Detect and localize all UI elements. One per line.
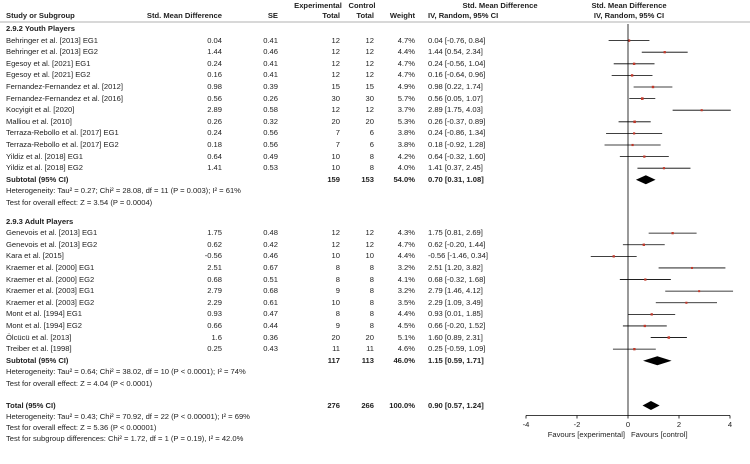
study-total-c: 30	[365, 93, 374, 103]
study-total-e: 12	[331, 228, 340, 238]
study-ci: 1.60 [0.89, 2.31]	[428, 332, 483, 342]
study-total-c: 12	[365, 105, 374, 115]
study-total-c: 12	[365, 47, 374, 57]
study-smd: 0.18	[207, 140, 222, 149]
study-point	[631, 74, 633, 76]
subtotal-diamond	[636, 175, 656, 184]
study-name: Kraemer et al. [2000] EG1	[6, 262, 95, 272]
favours-experimental-label: Favours [experimental]	[547, 429, 625, 439]
overall-effect-text: Test for overall effect: Z = 4.04 (P < 0.0001)	[6, 378, 153, 388]
study-name: Kraemer et al. [2003] EG1	[6, 286, 95, 296]
study-se: 0.49	[263, 151, 278, 161]
study-smd: 2.79	[207, 286, 222, 296]
study-point	[663, 167, 665, 169]
subtotal-diamond	[643, 356, 672, 365]
study-name: Malliou et al. [2010]	[6, 116, 72, 126]
study-smd: 0.66	[207, 320, 222, 330]
total-label: Total (95% CI)	[6, 400, 56, 410]
study-smd: 0.04	[207, 35, 222, 45]
study-point	[643, 244, 645, 246]
subtotal-weight: 54.0%	[393, 174, 415, 184]
study-se: 0.47	[263, 309, 278, 319]
study-total-e: 15	[331, 82, 340, 91]
study-smd: 0.16	[207, 70, 222, 80]
study-se: 0.32	[263, 116, 278, 126]
study-total-c: 6	[369, 140, 374, 149]
study-name: Fernandez-Fernandez et al. [2012]	[6, 82, 123, 91]
study-point	[633, 348, 635, 350]
study-name: Terraza-Rebollo et al. [2017] EG2	[6, 140, 119, 149]
header-total-c: Total	[356, 11, 374, 20]
footer-line: Test for subgroup differences: Chi² = 1.72, df = 1 (P = 0.19), I² = 42.0%	[6, 434, 244, 444]
study-se: 0.41	[263, 58, 278, 68]
study-total-e: 7	[335, 140, 340, 149]
header-ci: IV, Random, 95% CI	[428, 11, 499, 20]
study-weight: 5.3%	[397, 116, 415, 126]
study-ci: 1.44 [0.54, 2.34]	[428, 47, 483, 57]
study-smd: 0.24	[207, 128, 222, 138]
study-ci: 0.24 [-0.86, 1.34]	[428, 128, 486, 138]
study-total-c: 8	[369, 309, 374, 319]
study-point	[641, 97, 644, 100]
study-smd: 0.98	[207, 82, 222, 91]
study-se: 0.36	[263, 332, 278, 342]
subtotal-total-e: 117	[327, 355, 340, 365]
study-weight: 4.0%	[397, 163, 415, 173]
total-total-e: 276	[327, 400, 340, 410]
study-ci: 2.51 [1.20, 3.82]	[428, 262, 483, 272]
study-total-c: 8	[369, 286, 374, 296]
heterogeneity-text: Heterogeneity: Tau² = 0.27; Chi² = 28.08, df = 11 (P = 0.003); I² = 61%	[6, 186, 241, 196]
study-point	[668, 336, 670, 338]
subtotal-ci: 1.15 [0.59, 1.71]	[428, 355, 484, 365]
study-se: 0.68	[263, 286, 278, 296]
study-total-e: 8	[335, 274, 340, 284]
study-name: Ölcücü et al. [2013]	[6, 332, 72, 342]
study-name: Fernandez-Fernandez et al. [2016]	[6, 93, 123, 103]
study-weight: 4.7%	[397, 58, 415, 68]
study-se: 0.67	[263, 262, 278, 272]
study-smd: 0.25	[207, 344, 222, 354]
study-ci: 0.24 [-0.56, 1.04]	[428, 58, 486, 68]
overall-effect-text: Test for overall effect: Z = 3.54 (P = 0.0004)	[6, 198, 153, 207]
study-smd: 2.51	[207, 262, 222, 272]
study-point	[633, 121, 636, 124]
study-total-c: 8	[369, 163, 374, 173]
study-weight: 4.4%	[397, 47, 415, 57]
study-smd: 1.75	[207, 228, 222, 238]
study-weight: 3.2%	[397, 286, 415, 296]
study-smd: 2.29	[207, 297, 222, 307]
subgroup-title: 2.9.3 Adult Players	[6, 216, 74, 226]
study-se: 0.42	[263, 239, 278, 249]
study-point	[664, 51, 666, 53]
study-weight: 4.4%	[397, 309, 415, 319]
study-total-e: 10	[331, 251, 340, 261]
study-ci: 0.16 [-0.64, 0.96]	[428, 70, 486, 80]
study-weight: 4.7%	[397, 239, 415, 249]
heterogeneity-text: Heterogeneity: Tau² = 0.64; Chi² = 38.02, df = 10 (P < 0.0001); I² = 74%	[6, 367, 246, 377]
header-smd: Std. Mean Difference	[146, 11, 222, 20]
study-name: Genevois et al. [2013] EG2	[6, 239, 98, 249]
study-point	[691, 267, 693, 269]
study-ci: 0.26 [-0.37, 0.89]	[428, 116, 486, 126]
footer-line: Heterogeneity: Tau² = 0.43; Chi² = 70.92, df = 22 (P < 0.00001); I² = 69%	[6, 412, 250, 422]
header-total-e: Total	[322, 11, 340, 20]
study-total-e: 12	[331, 35, 340, 45]
study-ci: 0.68 [-0.32, 1.68]	[428, 274, 486, 284]
study-name: Kraemer et al. [2003] EG2	[6, 297, 95, 307]
study-total-e: 9	[335, 286, 340, 296]
study-name: Mont et al. [1994] EG2	[6, 320, 82, 330]
study-total-c: 8	[369, 274, 374, 284]
study-name: Terraza-Rebollo et al. [2017] EG1	[6, 128, 119, 138]
study-weight: 3.8%	[397, 140, 415, 149]
study-se: 0.26	[263, 93, 278, 103]
study-total-c: 12	[365, 239, 374, 249]
study-point	[633, 132, 635, 134]
study-weight: 4.4%	[397, 251, 415, 261]
study-smd: 0.64	[207, 151, 222, 161]
header-se: SE	[267, 11, 278, 20]
study-total-c: 8	[369, 320, 374, 330]
study-se: 0.53	[263, 163, 278, 173]
study-name: Behringer et al. [2013] EG1	[6, 35, 99, 45]
header-smd-ci: Std. Mean Difference	[462, 1, 538, 10]
x-tick-label: 0	[625, 419, 631, 429]
study-total-c: 11	[366, 344, 374, 354]
study-name: Behringer et al. [2013] EG2	[6, 47, 99, 57]
study-weight: 5.7%	[397, 93, 415, 103]
study-se: 0.61	[263, 297, 278, 307]
study-total-e: 12	[331, 70, 340, 80]
study-weight: 3.8%	[397, 128, 415, 138]
study-smd: 0.93	[207, 309, 222, 319]
footer-line: Test for overall effect: Z = 5.36 (P < 0.00001)	[6, 423, 157, 433]
study-ci: 0.62 [-0.20, 1.44]	[428, 239, 486, 249]
study-total-c: 15	[365, 82, 374, 91]
study-name: Mont et al. [1994] EG1	[6, 309, 82, 319]
study-total-e: 12	[331, 239, 340, 249]
total-weight: 100.0%	[389, 400, 415, 410]
study-se: 0.46	[263, 251, 278, 261]
subtotal-ci: 0.70 [0.31, 1.08]	[428, 174, 484, 184]
study-ci: -0.56 [-1.46, 0.34]	[428, 251, 488, 261]
study-point	[652, 86, 654, 88]
total-total-c: 266	[361, 400, 374, 410]
study-total-e: 20	[331, 332, 340, 342]
study-weight: 3.7%	[397, 105, 415, 115]
study-weight: 5.1%	[397, 332, 415, 342]
study-ci: 2.29 [1.09, 3.49]	[428, 297, 483, 307]
study-total-e: 10	[331, 163, 340, 173]
study-total-c: 8	[369, 262, 374, 272]
study-ci: 1.41 [0.37, 2.45]	[428, 163, 483, 173]
study-weight: 4.5%	[397, 320, 415, 330]
study-se: 0.56	[263, 140, 278, 149]
subgroup-title: 2.9.2 Youth Players	[6, 24, 75, 33]
study-total-c: 10	[365, 251, 374, 261]
study-smd: 0.24	[207, 58, 222, 68]
study-weight: 4.3%	[397, 228, 415, 238]
study-name: Kraemer et al. [2000] EG2	[6, 274, 95, 284]
header-smd-plot: Std. Mean Difference	[591, 1, 667, 10]
study-name: Genevois et al. [2013] EG1	[6, 228, 98, 238]
x-tick-label: -2	[573, 419, 581, 429]
subtotal-total-e: 159	[327, 174, 340, 184]
study-smd: 2.89	[207, 105, 222, 115]
study-name: Egesoy et al. [2021] EG1	[6, 58, 91, 68]
study-ci: 0.93 [0.01, 1.85]	[428, 309, 483, 319]
header-control: Control	[348, 1, 376, 10]
header-study: Study or Subgroup	[6, 11, 75, 20]
study-total-c: 8	[369, 151, 374, 161]
study-weight: 3.5%	[397, 297, 415, 307]
subtotal-weight: 46.0%	[393, 355, 415, 365]
study-total-e: 30	[331, 93, 340, 103]
study-total-c: 6	[369, 128, 374, 138]
header-experimental: Experimental	[294, 1, 342, 10]
study-name: Kara et al. [2015]	[6, 251, 64, 261]
study-ci: 2.79 [1.46, 4.12]	[428, 286, 483, 296]
study-total-e: 20	[331, 116, 340, 126]
study-ci: 0.98 [0.22, 1.74]	[428, 82, 483, 91]
study-point	[651, 313, 653, 315]
total-diamond	[643, 401, 660, 410]
study-se: 0.51	[263, 274, 278, 284]
study-total-c: 12	[365, 228, 374, 238]
subtotal-total-c: 153	[361, 174, 374, 184]
study-total-e: 11	[332, 344, 340, 354]
study-point	[644, 278, 646, 280]
study-weight: 3.2%	[397, 262, 415, 272]
study-point	[685, 302, 687, 304]
study-se: 0.41	[263, 35, 278, 45]
study-se: 0.48	[263, 228, 278, 238]
study-smd: 1.44	[207, 47, 222, 57]
study-name: Egesoy et al. [2021] EG2	[6, 70, 91, 80]
subtotal-label: Subtotal (95% CI)	[6, 355, 69, 365]
study-smd: -0.56	[204, 251, 222, 261]
study-smd: 0.62	[207, 239, 222, 249]
study-total-e: 10	[331, 151, 340, 161]
study-total-e: 12	[331, 47, 340, 57]
subtotal-label: Subtotal (95% CI)	[6, 174, 69, 184]
study-name: Yildiz et al. [2018] EG1	[6, 151, 83, 161]
study-total-c: 12	[365, 35, 374, 45]
study-ci: 0.56 [0.05, 1.07]	[428, 93, 483, 103]
study-point	[643, 155, 645, 157]
study-weight: 4.2%	[397, 151, 415, 161]
study-weight: 4.6%	[397, 344, 415, 354]
study-smd: 0.56	[207, 93, 222, 103]
study-total-e: 12	[331, 105, 340, 115]
study-total-e: 7	[335, 128, 340, 138]
study-name: Yildiz et al. [2018] EG2	[6, 163, 83, 173]
study-name: Treiber et al. [1998]	[6, 344, 72, 354]
study-total-e: 10	[331, 297, 340, 307]
study-point	[632, 144, 634, 146]
study-ci: 0.04 [-0.76, 0.84]	[428, 35, 486, 45]
study-ci: 0.66 [-0.20, 1.52]	[428, 320, 486, 330]
study-total-e: 12	[331, 58, 340, 68]
study-weight: 4.1%	[397, 274, 415, 284]
study-ci: 0.64 [-0.32, 1.60]	[428, 151, 486, 161]
study-total-e: 8	[335, 309, 340, 319]
x-tick-label: -4	[522, 419, 530, 429]
study-smd: 0.26	[207, 116, 222, 126]
study-ci: 0.25 [-0.59, 1.09]	[428, 344, 486, 354]
study-name: Kocyigit et al. [2020]	[6, 105, 75, 115]
study-se: 0.43	[263, 344, 278, 354]
study-point	[633, 63, 635, 65]
study-ci: 0.18 [-0.92, 1.28]	[428, 140, 486, 149]
study-se: 0.56	[263, 128, 278, 138]
x-tick-label: 2	[676, 419, 682, 429]
x-tick-label: 4	[727, 419, 733, 429]
total-ci: 0.90 [0.57, 1.24]	[428, 400, 484, 410]
study-smd: 0.68	[207, 274, 222, 284]
study-weight: 4.9%	[397, 82, 415, 91]
study-point	[644, 325, 646, 327]
favours-control-label: Favours [control]	[631, 429, 688, 439]
header-weight: Weight	[389, 11, 415, 20]
study-total-c: 12	[365, 70, 374, 80]
study-weight: 4.7%	[397, 70, 415, 80]
study-point	[613, 255, 615, 257]
study-weight: 4.7%	[397, 35, 415, 45]
study-se: 0.39	[263, 82, 278, 91]
study-total-e: 9	[335, 320, 340, 330]
study-total-c: 12	[365, 58, 374, 68]
study-point	[698, 290, 700, 292]
subtotal-total-c: 113	[361, 355, 374, 365]
study-se: 0.46	[263, 47, 278, 57]
header-ci-plot: IV, Random, 95% CI	[593, 11, 665, 20]
study-total-c: 20	[365, 116, 374, 126]
study-smd: 1.41	[207, 163, 222, 173]
study-se: 0.58	[263, 105, 278, 115]
study-total-c: 8	[369, 297, 374, 307]
study-se: 0.41	[263, 70, 278, 80]
study-se: 0.44	[263, 320, 278, 330]
study-total-e: 8	[335, 262, 340, 272]
study-ci: 2.89 [1.75, 4.03]	[428, 105, 483, 115]
study-ci: 1.75 [0.81, 2.69]	[428, 228, 483, 238]
study-smd: 1.6	[211, 332, 222, 342]
study-point	[701, 109, 703, 111]
study-total-c: 20	[365, 332, 374, 342]
study-point	[671, 232, 673, 234]
